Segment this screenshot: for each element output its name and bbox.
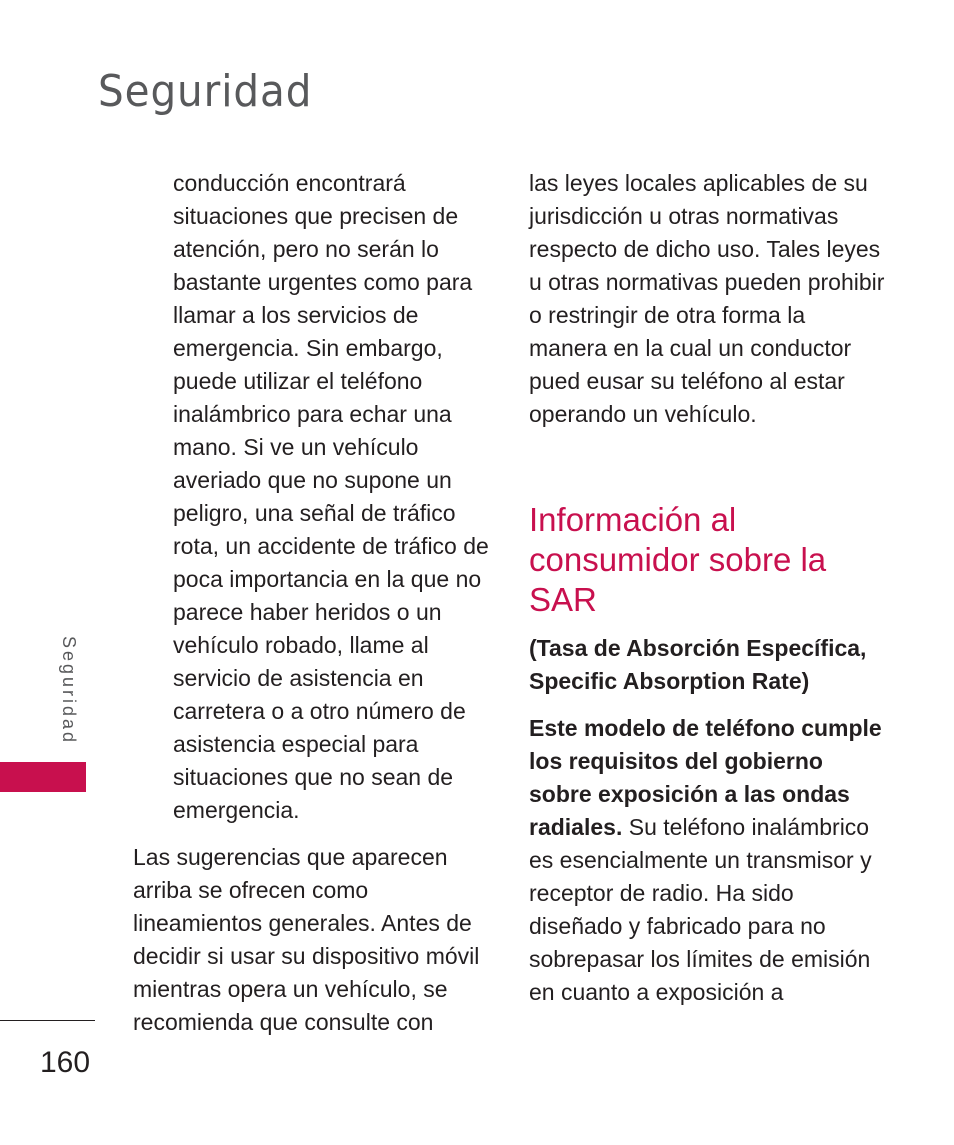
page-title: Seguridad bbox=[98, 66, 313, 117]
left-paragraph-2: Las sugerencias que aparecen arriba se ofrecen como lineamientos generales. Antes de decidir si usar su dispositivo móvil mientras opera un vehículo, se recomienda que consulte con bbox=[133, 844, 480, 1035]
section-tab-marker bbox=[0, 762, 86, 792]
right-paragraph-1: las leyes locales aplicables de su jurisdicción u otras normativas respecto de dicho uso. Tales leyes u otras normativas pueden prohibir o restringir de otra forma la manera en la cual un conductor pued eusar su teléfono al estar operando un vehículo. bbox=[529, 170, 885, 427]
right-paragraph-2 bbox=[529, 712, 889, 1009]
right-paragraph-2-rest: Su teléfono inalámbrico es esencialmente un transmisor y receptor de radio. Ha sido diseñado y fabricado para no sobrepasar los límites de emisión en cuanto a exposición a bbox=[529, 814, 872, 1005]
footer-divider bbox=[0, 1020, 95, 1021]
side-section-label: Seguridad bbox=[59, 636, 79, 746]
right-paragraph-2-bold: Este modelo de teléfono cumple los requisitos del gobierno sobre exposición a las ondas radiales. bbox=[529, 715, 882, 840]
left-column-top bbox=[173, 167, 503, 827]
section-heading: Información al consumidor sobre la SAR bbox=[529, 501, 827, 618]
left-paragraph-1: conducción encontrará situaciones que precisen de atención, pero no serán lo bastante urgentes como para llamar a los servicios de emergencia. Sin embargo, puede utilizar el teléfono inalámbrico para echar una mano. Si ve un vehículo averiado que no supone un peligro, una señal de tráfico rota, un accidente de tráfico de poca importancia en la que no parece haber heridos o un vehículo robado, llame al servicio de asistencia en carretera o a otro número de asistencia especial para situaciones que no sean de emergencia. bbox=[173, 170, 489, 823]
right-column-top bbox=[529, 167, 889, 431]
page-number: 160 bbox=[40, 1046, 91, 1079]
left-column-bottom bbox=[133, 841, 493, 1039]
sar-subheading: (Tasa de Absorción Específica, Specific Absorption Rate) bbox=[529, 635, 867, 694]
right-column-bottom bbox=[529, 632, 889, 1009]
